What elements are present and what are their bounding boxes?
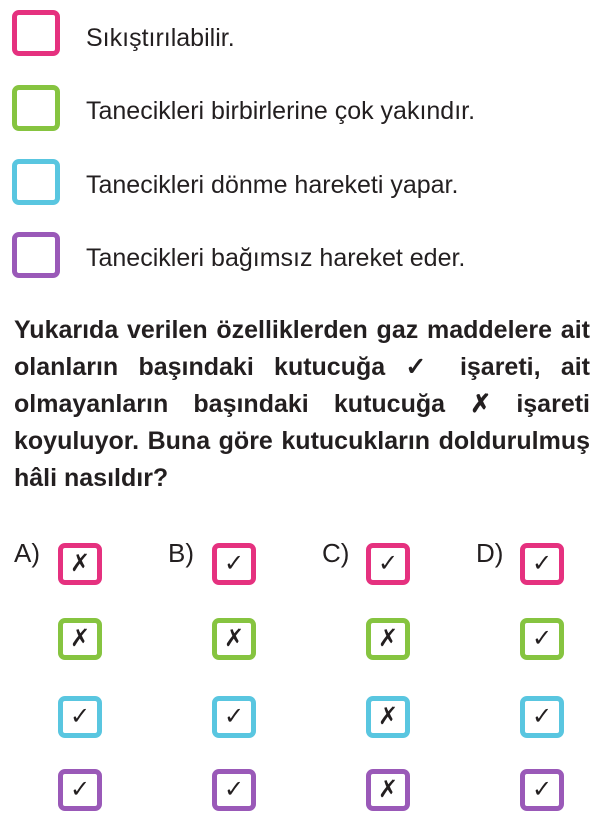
question-text: Yukarıda verilen özelliklerden gaz maddelere ait olanların başındaki kutucuğa ✓ işareti, ait olmayanların başındaki kutucuğa ✗ işareti koyuluyor. Buna göre kutucukların doldurulmuş hâli nasıldır? [14,316,590,492]
statement-checkbox-3[interactable] [12,159,60,205]
option-a-box-1 [58,543,102,585]
statement-checkbox-2[interactable] [12,85,60,131]
statement-text-1: Sıkıştırılabilir. [86,24,235,52]
option-b-box-3 [212,696,256,738]
option-b-box-2 [212,618,256,660]
check-mark-icon: ✓ [223,776,245,803]
option-d-label[interactable]: D) [476,538,504,568]
check-mark-icon: ✓ [223,550,245,577]
option-c-label[interactable]: C) [322,538,350,568]
statement-checkbox-1[interactable] [12,10,60,56]
check-mark-icon: ✓ [531,776,553,803]
statement-text-2: Tanecikleri birbirlerine çok yakındır. [86,97,476,125]
option-d-box-3 [520,696,564,738]
option-d-box-2 [520,618,564,660]
option-a-box-2 [58,618,102,660]
option-b-box-1 [212,543,256,585]
option-b-box-4 [212,769,256,811]
option-d-box-4 [520,769,564,811]
statement-text-4: Tanecikleri bağımsız hareket eder. [86,244,466,272]
cross-mark-icon: ✗ [377,703,399,730]
statement-checkbox-4[interactable] [12,232,60,278]
check-mark-icon: ✓ [377,550,399,577]
option-a-label[interactable]: A) [14,538,40,568]
check-mark-icon: ✓ [531,625,553,652]
cross-mark-icon: ✗ [69,625,91,652]
option-c-box-4 [366,769,410,811]
option-b-label[interactable]: B) [168,538,194,568]
cross-mark-icon: ✗ [223,625,245,652]
option-a-box-3 [58,696,102,738]
option-c-box-3 [366,696,410,738]
check-mark-icon: ✓ [223,703,245,730]
check-mark-icon: ✓ [69,776,91,803]
check-mark-icon: ✓ [531,703,553,730]
check-mark-icon: ✓ [69,703,91,730]
check-mark-icon: ✓ [531,550,553,577]
option-c-box-1 [366,543,410,585]
option-c-box-2 [366,618,410,660]
cross-mark-icon: ✗ [69,550,91,577]
option-a-box-4 [58,769,102,811]
statement-text-3: Tanecikleri dönme hareketi yapar. [86,171,459,199]
option-d-box-1 [520,543,564,585]
cross-mark-icon: ✗ [377,625,399,652]
cross-mark-icon: ✗ [377,776,399,803]
